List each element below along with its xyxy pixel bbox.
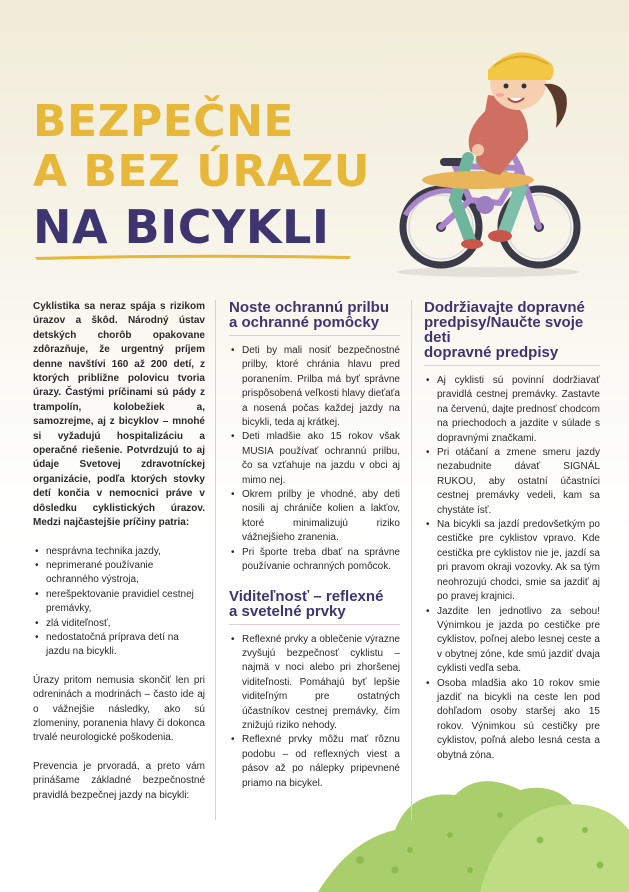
heading-line: dopravné predpisy: [424, 344, 559, 361]
list-item: • Jazdite len jednotlivo za sebou! Výnimkou je jazda po cestičke pre cyklistov, poľnej alebo lesnej ceste a v obytnej zóne, kde smú jazdiť dvaja cyklisti vedľa seba.: [424, 605, 600, 677]
column-traffic-rules: [424, 300, 600, 763]
list-item: • neprimerané používanie ochranného výstroja,: [33, 559, 205, 588]
prevention-paragraph: Prevencia je prvoradá, a preto vám prinášame základné bezpečnostné pravidlá bezpečnej jazdy na bicykli:: [33, 760, 205, 801]
list-item: • Reflexné prvky a oblečenie výrazne zvyšujú bezpečnosť cyklistu – najmä v noci alebo pri zhoršenej viditeľnosti. Pomáhajú byť lepšie viditeľným pre ostatných účastníkov cestnej premávky, čím znižujú riziko nehody.: [229, 633, 400, 734]
title-line-2: A BEZ ÚRAZU: [33, 146, 370, 197]
section-divider: [229, 335, 400, 336]
causes-list: [33, 545, 205, 660]
list-item: • zlá viditeľnosť,: [33, 617, 205, 631]
list-item: • Deti mladšie ako 15 rokov však MUSIA používať ochrannú prilbu, čo sa vzťahuje na jazdu v obci aj mimo nej.: [229, 430, 400, 488]
visibility-list: [229, 633, 400, 791]
section-heading-traffic-rules: [424, 300, 600, 360]
section-heading-visibility: [229, 589, 400, 619]
heading-line: a ochranné pomôcky: [229, 314, 380, 331]
list-item: • Osoba mladšia ako 10 rokov smie jazdiť na bicykli na ceste len pod dohľadom osoby staršej ako 15 rokov. Výnimkou sú cestičky pre cyklistov, poľná alebo lesná cesta a obytná zóna.: [424, 677, 600, 763]
list-item: • Reflexné prvky môžu mať rôznu podobu – od reflexných viest a pásov až po nálepky pripevnené priamo na bicykel.: [229, 733, 400, 791]
heading-line: Noste ochrannú prilbu: [229, 299, 390, 316]
consequences-paragraph: Úrazy pritom nemusia skončiť len pri odreninách a modrinách – často ide aj o vážnejšie následky, ako sú zlomeniny, poranenia hlavy či dokonca trvalé neurologické poškodenia.: [33, 674, 205, 744]
list-item: • nerešpektovanie pravidiel cestnej premávky,: [33, 588, 205, 617]
section-heading-helmet: [229, 300, 400, 330]
section-divider: [424, 365, 600, 366]
column-divider: [411, 300, 412, 820]
intro-paragraph: Cyklistika sa neraz spája s rizikom úrazov a škôd. Národný ústav detských chorôb opakovane zdôrazňuje, že urgentný príjem denne navštívi 160 až 200 detí, z ktorých približne polovicu tvoria úrazy. Častými príčinami sú pády z trampolín, kolobežiek a, samozrejme, aj z bicyklov – mnohé si vyžadujú hospitalizáciu a operačné riešenie. Potvrdzujú to aj údaje Svetovej zdravotníckej organizácie, podľa ktorých stovky detí končia v nemocnici práve v dôsledku cyklistických úrazov. Medzi najčastejšie príčiny patria:: [33, 301, 205, 529]
heading-line: predpisy/Naučte svoje deti: [424, 314, 584, 346]
helmet-list: [229, 344, 400, 575]
list-item: • Aj cyklisti sú povinní dodržiavať pravidlá cestnej premávky. Zastavte na červenú, dajte prednosť chodcom na priechodoch a jazdite v súlade s dopravnými značkami.: [424, 374, 600, 446]
traffic-rules-list: [424, 374, 600, 763]
list-item: • Pri športe treba dbať na správne používanie ochranných pomôcok.: [229, 546, 400, 575]
list-item: • nesprávna technika jazdy,: [33, 545, 205, 559]
column-divider: [215, 300, 216, 820]
list-item: • Okrem prilby je vhodné, aby deti nosili aj chrániče kolien a lakťov, ktoré minimalizujú riziko vážnejšieho zranenia.: [229, 488, 400, 546]
heading-line: a svetelné prvky: [229, 602, 346, 620]
title-line-1: BEZPEČNE: [33, 96, 294, 147]
heading-line: Dodržiavajte dopravné: [424, 299, 585, 316]
column-helmet-visibility: [229, 300, 400, 791]
list-item: • Pri otáčaní a zmene smeru jazdy nezabudnite dávať SIGNÁL RUKOU, aby ostatní účastníci cestnej premávky vedeli, kam sa chystáte ísť.: [424, 446, 600, 518]
section-divider: [229, 624, 400, 625]
column-intro: [33, 300, 205, 817]
title-line-3: NA BICYKLI: [33, 200, 330, 254]
list-item: • Na bicykli sa jazdí predovšetkým po cestičke pre cyklistov vpravo. Kde cestička pre cyklistov nie je, jazdí sa pri pravom okraji vozovky. Ak sa tým neohrozujú chodci, smie sa jazdiť aj po pravej krajnici.: [424, 518, 600, 604]
list-item: • nedostatočná príprava detí na jazdu na bicykli.: [33, 631, 205, 660]
list-item: • Deti by mali nosiť bezpečnostné prilby, ktoré chránia hlavu pred poranením. Prilba má byť správne prispôsobená veľkosti hlavy dieťaťa a nosená počas každej jazdy na bicykli, teda aj krátkej.: [229, 344, 400, 430]
heading-line: Viditeľnosť – reflexné: [229, 587, 384, 605]
